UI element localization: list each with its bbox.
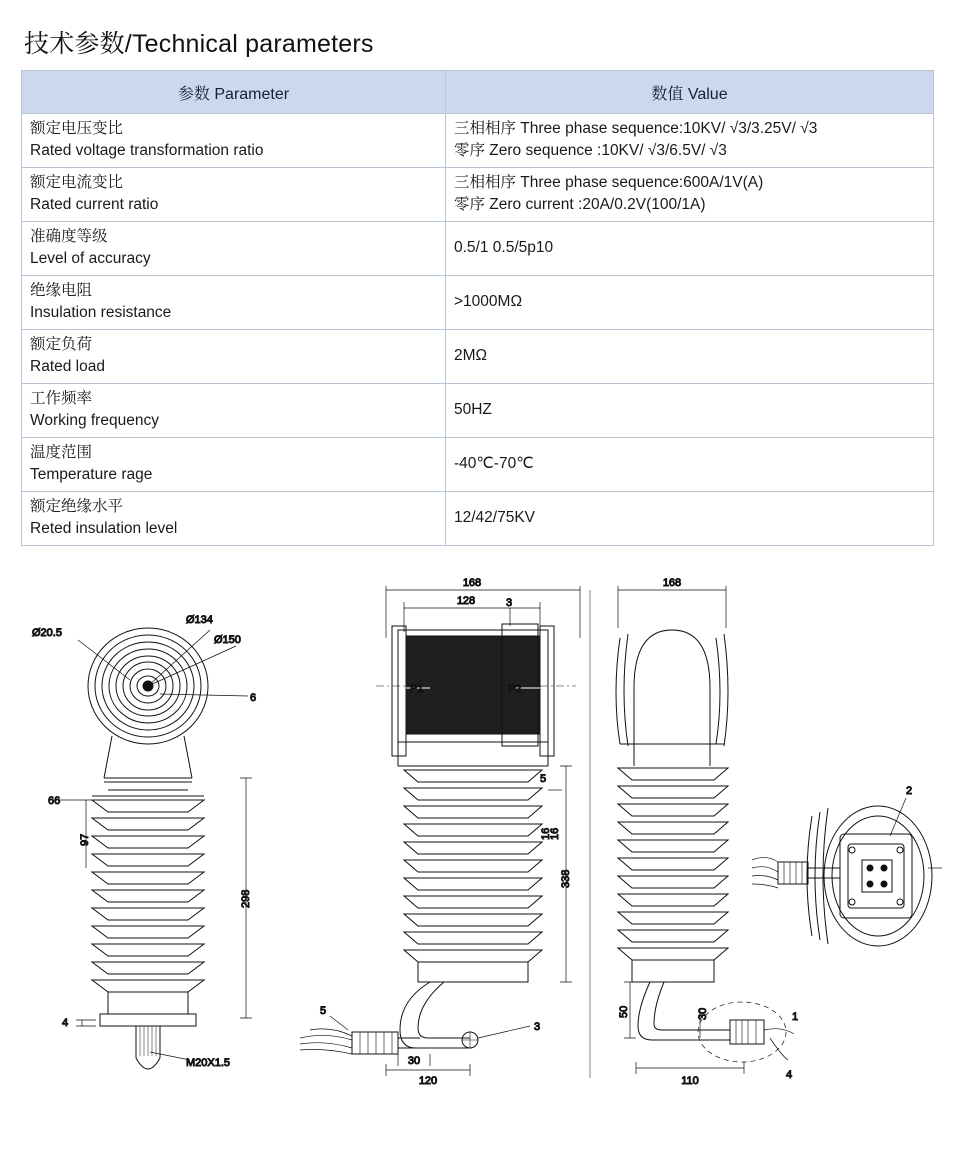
dim-label: 66 bbox=[48, 794, 61, 807]
value-cell bbox=[446, 275, 934, 329]
drawing-view-2 bbox=[300, 577, 590, 1087]
value-cell bbox=[446, 383, 934, 437]
dim-label: 120 bbox=[418, 1074, 438, 1087]
param-label-en: Rated current ratio bbox=[30, 196, 159, 214]
value-cell bbox=[446, 329, 934, 383]
dim-label: Ø134 bbox=[186, 613, 213, 626]
table-row bbox=[22, 275, 934, 329]
param-label-cn: 准确度等级 bbox=[30, 227, 108, 245]
value-cell bbox=[446, 221, 934, 275]
dim-label: 30 bbox=[697, 1007, 709, 1020]
dim-label: 338 bbox=[560, 869, 572, 888]
page-title: 技术参数/Technical parameters bbox=[24, 30, 374, 58]
header-value: 数值 Value bbox=[446, 71, 934, 114]
dim-label: 5 bbox=[320, 1004, 327, 1017]
param-cell bbox=[22, 167, 446, 221]
table-header-row bbox=[22, 71, 934, 114]
dim-label: 16 bbox=[549, 827, 561, 840]
table-row bbox=[22, 383, 934, 437]
value-line: 三相相序 Three phase sequence:10KV/ √3/3.25V/ √3 bbox=[454, 120, 818, 137]
value-line: 50HZ bbox=[454, 400, 492, 418]
value-line: 三相相序 Three phase sequence:600A/1V(A) bbox=[454, 173, 764, 191]
dim-label: 168 bbox=[662, 576, 682, 589]
param-cell bbox=[22, 221, 446, 275]
dim-label: 3 bbox=[506, 596, 513, 609]
table-row bbox=[22, 491, 934, 545]
drawing-view-1 bbox=[32, 614, 256, 1069]
value-line: 零序 Zero sequence :10KV/ √3/6.5V/ √3 bbox=[454, 142, 727, 160]
dim-label: Ø150 bbox=[214, 633, 241, 646]
value-line: >1000MΩ bbox=[454, 293, 523, 311]
table-row bbox=[22, 329, 934, 383]
param-label-en: Reted insulation level bbox=[30, 520, 178, 538]
dim-label: 3 bbox=[534, 1020, 541, 1033]
table-row bbox=[22, 114, 934, 168]
dim-label: 4 bbox=[62, 1016, 69, 1029]
dim-label: 50 bbox=[618, 1005, 630, 1018]
param-cell bbox=[22, 383, 446, 437]
param-cell bbox=[22, 329, 446, 383]
param-label-cn: 额定绝缘水平 bbox=[30, 497, 124, 515]
dim-label: 4 bbox=[786, 1068, 793, 1081]
dim-label: 110 bbox=[681, 1074, 699, 1087]
value-cell bbox=[446, 437, 934, 491]
dim-label: 298 bbox=[240, 889, 252, 908]
value-line: -40℃-70℃ bbox=[454, 454, 534, 472]
header-parameter: 参数 Parameter bbox=[22, 71, 446, 114]
param-label-cn: 工作频率 bbox=[30, 389, 93, 407]
dim-label: 128 bbox=[456, 594, 476, 607]
dim-label: 5 bbox=[540, 772, 547, 785]
param-cell bbox=[22, 437, 446, 491]
value-line: 零序 Zero current :20A/0.2V(100/1A) bbox=[454, 196, 706, 214]
param-cell bbox=[22, 114, 446, 168]
dim-label: 97 bbox=[79, 833, 91, 846]
param-label-en: Level of accuracy bbox=[30, 250, 151, 268]
technical-drawings bbox=[0, 568, 954, 1148]
drawings-svg bbox=[0, 568, 954, 1148]
terminal-label-p2: P2 bbox=[508, 682, 522, 695]
param-cell bbox=[22, 491, 446, 545]
dim-label: Ø20.5 bbox=[32, 626, 62, 639]
value-cell bbox=[446, 114, 934, 168]
table-row bbox=[22, 221, 934, 275]
param-label-cn: 绝缘电阻 bbox=[30, 281, 93, 299]
param-label-cn: 额定负荷 bbox=[30, 335, 93, 353]
param-label-en: Rated load bbox=[30, 358, 105, 376]
value-cell bbox=[446, 491, 934, 545]
param-cell bbox=[22, 275, 446, 329]
param-label-cn: 额定电压变比 bbox=[30, 120, 124, 137]
param-label-en: Rated voltage transformation ratio bbox=[30, 142, 264, 160]
value-line: 0.5/1 0.5/5p10 bbox=[454, 239, 554, 257]
param-label-cn: 额定电流变比 bbox=[30, 173, 124, 191]
param-label-en: Insulation resistance bbox=[30, 304, 172, 322]
dim-label: 30 bbox=[407, 1054, 421, 1067]
value-line: 12/42/75KV bbox=[454, 508, 536, 526]
technical-parameters-table bbox=[21, 70, 934, 546]
dim-label: 16 bbox=[540, 827, 552, 840]
param-label-en: Temperature rage bbox=[30, 466, 153, 484]
dim-label: 1 bbox=[792, 1010, 799, 1023]
dim-label: 2 bbox=[906, 784, 913, 797]
param-label-en: Working frequency bbox=[30, 412, 159, 430]
dim-label: 6 bbox=[250, 691, 257, 704]
table-row bbox=[22, 437, 934, 491]
drawing-view-3 bbox=[616, 577, 798, 1087]
value-cell bbox=[446, 167, 934, 221]
param-label-cn: 温度范围 bbox=[30, 443, 93, 461]
dim-label: M20X1.5 bbox=[186, 1056, 231, 1069]
drawing-view-4 bbox=[752, 785, 942, 946]
table-row bbox=[22, 167, 934, 221]
dim-label: 168 bbox=[462, 576, 482, 589]
value-line: 2MΩ bbox=[454, 346, 488, 364]
terminal-label-p1: P1 bbox=[410, 682, 424, 695]
